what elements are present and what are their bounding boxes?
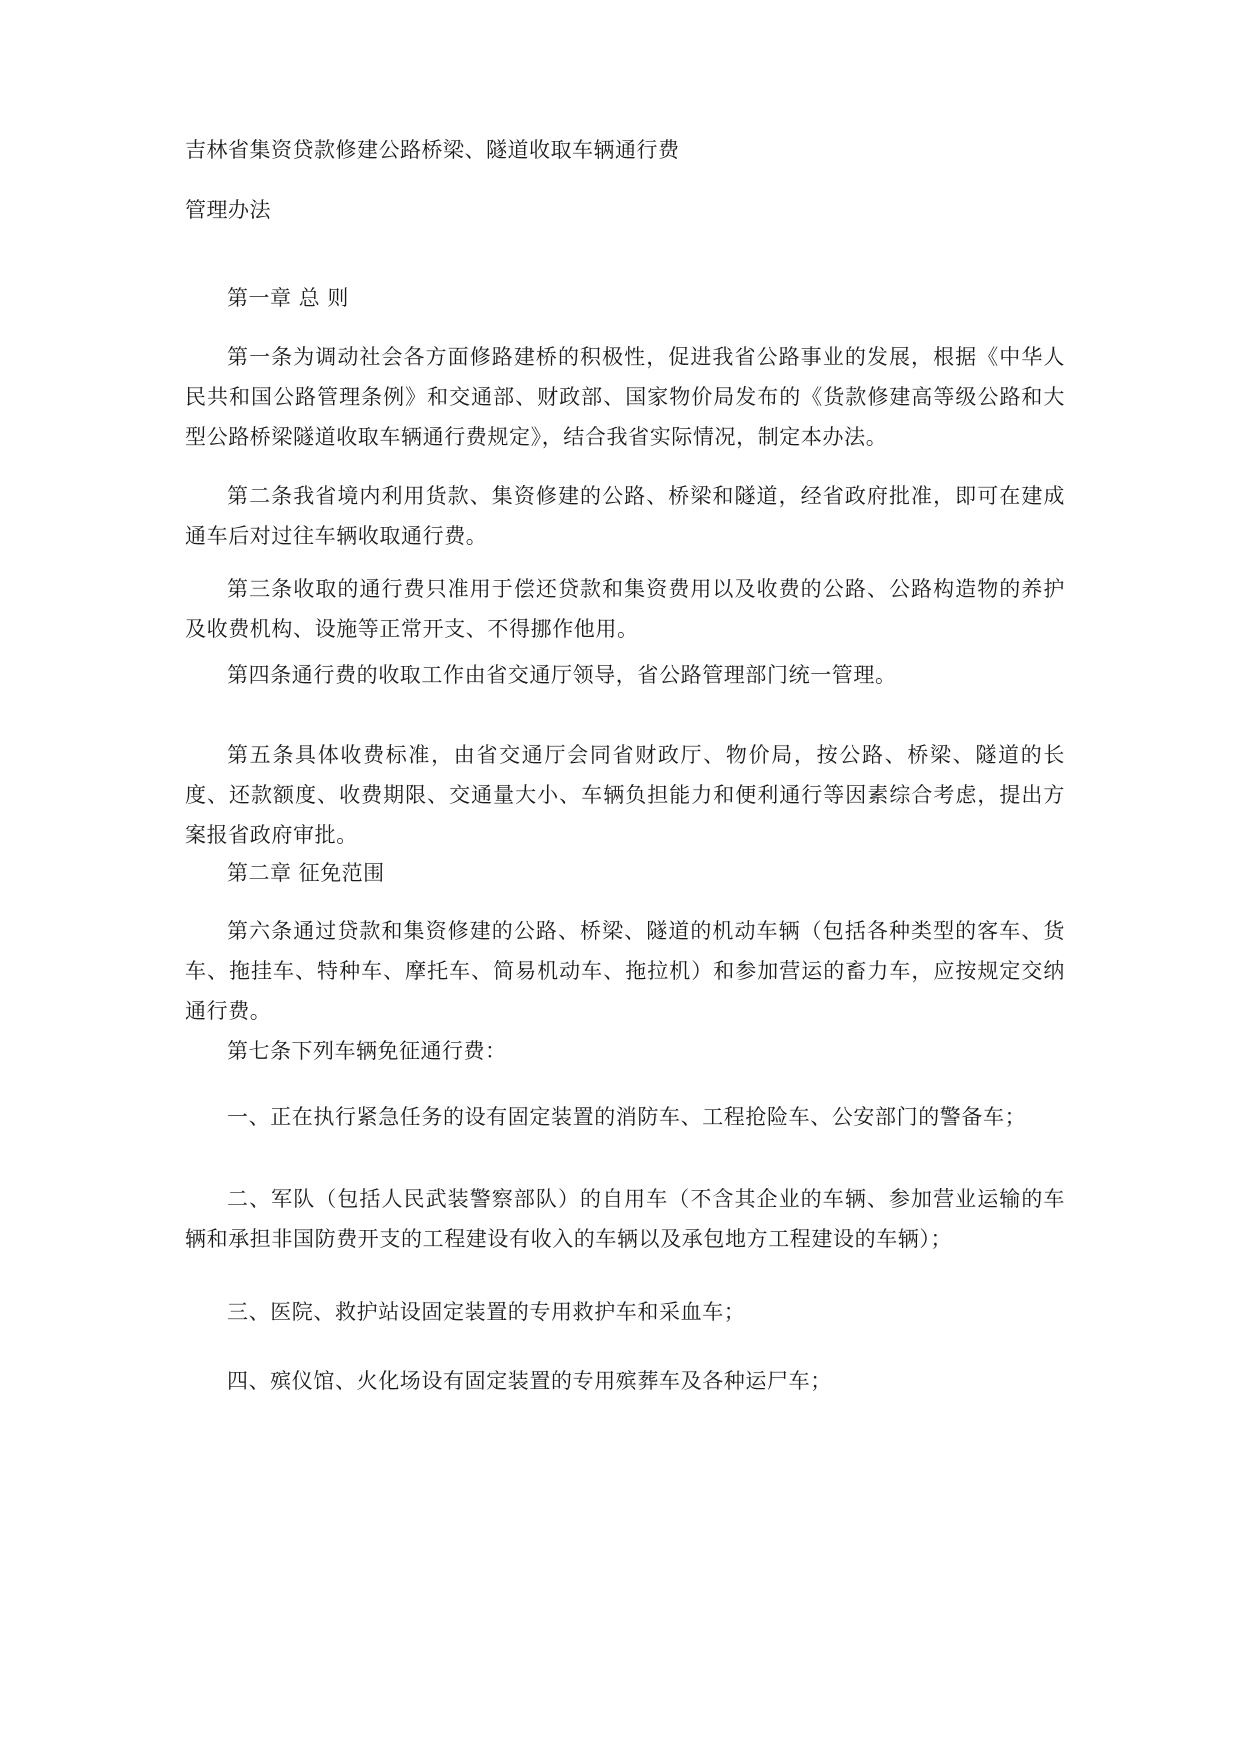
- article-3: 第三条收取的通行费只准用于偿还贷款和集资费用以及收费的公路、公路构造物的养护及收费机构、设施等正常开支、不得挪作他用。: [185, 577, 1065, 641]
- exemption-item-1: 一、正在执行紧急任务的设有固定装置的消防车、工程抢险车、公安部门的警备车；: [227, 1105, 1027, 1129]
- document-title-line-1: 吉林省集资贷款修建公路桥梁、隧道收取车辆通行费: [185, 138, 680, 162]
- chapter-heading-2: 第二章 征免范围: [227, 861, 385, 885]
- article-4: 第四条通行费的收取工作由省交通厅领导，省公路管理部门统一管理。: [227, 663, 897, 687]
- article-5: 第五条具体收费标准，由省交通厅会同省财政厅、物价局，按公路、桥梁、隧道的长度、还款额度、收费期限、交通量大小、车辆负担能力和便利通行等因素综合考虑，提出方案报省政府审批。: [185, 743, 1065, 847]
- document-title-line-2: 管理办法: [185, 198, 271, 222]
- article-2: 第二条我省境内利用货款、集资修建的公路、桥梁和隧道，经省政府批准，即可在建成通车后对过往车辆收取通行费。: [185, 484, 1065, 548]
- chapter-heading-1: 第一章 总 则: [227, 286, 349, 310]
- article-7: 第七条下列车辆免征通行费：: [227, 1039, 507, 1063]
- article-6: 第六条通过贷款和集资修建的公路、桥梁、隧道的机动车辆（包括各种类型的客车、货车、拖挂车、特种车、摩托车、简易机动车、拖拉机）和参加营运的畜力车，应按规定交纳通行费。: [185, 919, 1065, 1023]
- exemption-item-2: 二、军队（包括人民武装警察部队）的自用车（不含其企业的车辆、参加营业运输的车辆和承担非国防费开支的工程建设有收入的车辆以及承包地方工程建设的车辆）；: [185, 1187, 1065, 1251]
- article-1: 第一条为调动社会各方面修路建桥的积极性，促进我省公路事业的发展，根据《中华人民共和国公路管理条例》和交通部、财政部、国家物价局发布的《货款修建高等级公路和大型公路桥梁隧道收取车辆通行费规定》，结合我省实际情况，制定本办法。: [185, 345, 1065, 449]
- exemption-item-4: 四、殡仪馆、火化场设有固定装置的专用殡葬车及各种运尸车；: [227, 1369, 832, 1393]
- exemption-item-3: 三、医院、救护站设固定装置的专用救护车和采血车；: [227, 1300, 746, 1324]
